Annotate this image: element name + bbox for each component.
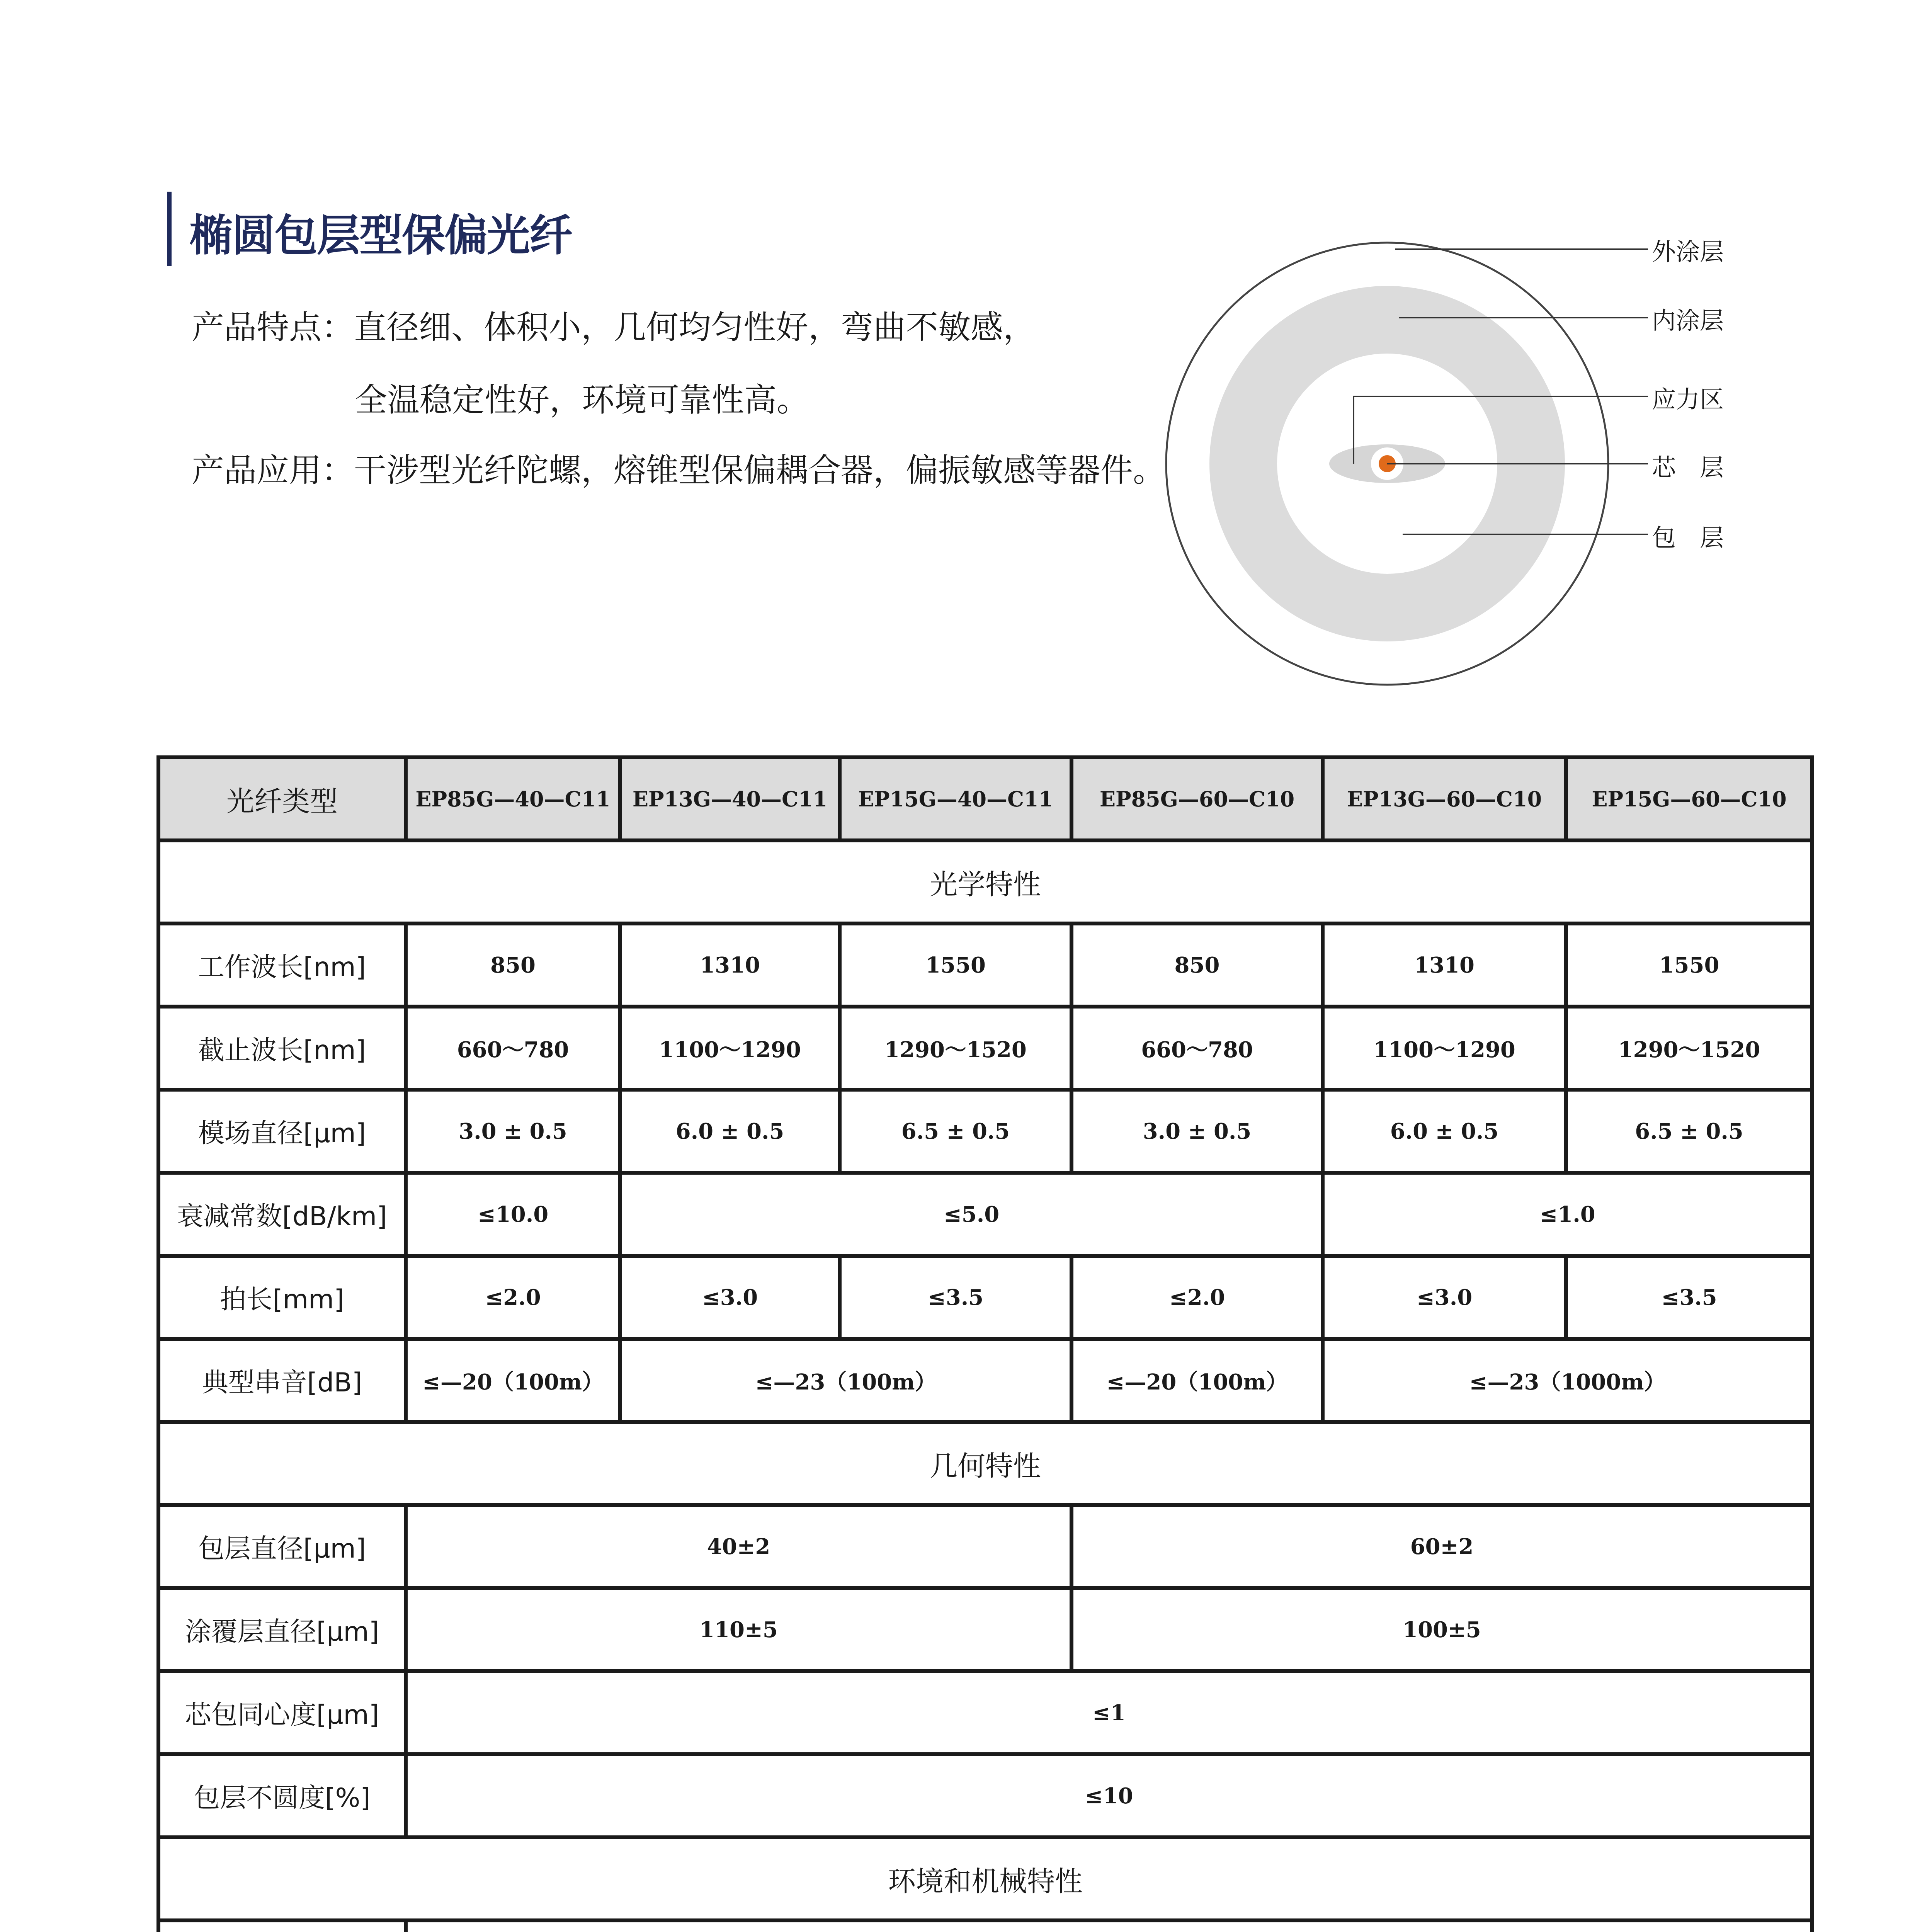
header-model: EP15G—40—C11: [840, 757, 1071, 840]
cell-value: ≤10: [406, 1754, 1812, 1837]
fiber-cross-section-svg: [1140, 216, 1893, 719]
cell-value: ≤—20（100m）: [1071, 1339, 1323, 1422]
row-temperature: [158, 1920, 1812, 1932]
page-title: 椭圆包层型保偏光纤: [189, 211, 572, 261]
cell-value: ≤3.0: [620, 1256, 840, 1339]
section-environment: 环境和机械特性: [158, 1837, 1812, 1920]
cell-value: ≤3.5: [840, 1256, 1071, 1339]
cell-value: 1290～1520: [840, 1007, 1071, 1090]
cell-value: ≤1.0: [1323, 1173, 1812, 1256]
row-label: 涂覆层直径[μm]: [158, 1588, 406, 1671]
cell-value: 1550: [840, 923, 1071, 1007]
cell-value: 850: [406, 923, 620, 1007]
cell-value: 110±5: [406, 1588, 1071, 1671]
row-attenuation: [158, 1173, 1812, 1256]
cell-value: ≤2.0: [406, 1256, 620, 1339]
cell-value: [406, 1920, 1812, 1932]
product-features-line2: 全温稳定性好，环境可靠性高。: [355, 381, 810, 419]
header-model: EP13G—60—C10: [1323, 757, 1566, 840]
row-label: [158, 1920, 406, 1932]
cell-value: ≤—20（100m）: [406, 1339, 620, 1422]
label-core: 芯 层: [1652, 453, 1724, 481]
row-label: 模场直径[μm]: [158, 1090, 406, 1173]
cell-value: 60±2: [1071, 1505, 1812, 1588]
row-label: 芯包同心度[μm]: [158, 1671, 406, 1754]
cell-value: ≤3.5: [1566, 1256, 1812, 1339]
row-label: 包层不圆度[%]: [158, 1754, 406, 1837]
cell-value: ≤2.0: [1071, 1256, 1323, 1339]
cell-value: ≤—23（100m）: [620, 1339, 1071, 1422]
cell-value: ≤5.0: [620, 1173, 1323, 1256]
row-concentricity: [158, 1671, 1812, 1754]
cell-value: 6.0 ± 0.5: [1323, 1090, 1566, 1173]
row-wavelength: [158, 923, 1812, 1007]
header-model: EP13G—40—C11: [620, 757, 840, 840]
cell-value: 6.0 ± 0.5: [620, 1090, 840, 1173]
cell-value: 40±2: [406, 1505, 1071, 1588]
row-crosstalk: [158, 1339, 1812, 1422]
row-label: 包层直径[μm]: [158, 1505, 406, 1588]
cell-value: 3.0 ± 0.5: [1071, 1090, 1323, 1173]
cell-value: 1550: [1566, 923, 1812, 1007]
section-optical: 光学特性: [158, 840, 1812, 923]
cell-value: 6.5 ± 0.5: [840, 1090, 1071, 1173]
fiber-cross-section-diagram: [1140, 216, 1893, 719]
product-applications: 产品应用：干涉型光纤陀螺，熔锥型保偏耦合器，偏振敏感等器件。: [192, 451, 1166, 489]
cell-value: 3.0 ± 0.5: [406, 1090, 620, 1173]
row-label: 典型串音[dB]: [158, 1339, 406, 1422]
row-non-circularity: [158, 1754, 1812, 1837]
cell-value: 1310: [620, 923, 840, 1007]
cell-value: 100±5: [1071, 1588, 1812, 1671]
row-cladding-diameter: [158, 1505, 1812, 1588]
header-model: EP85G—60—C10: [1071, 757, 1323, 840]
cell-value: 1100～1290: [1323, 1007, 1566, 1090]
cell-value: 850: [1071, 923, 1323, 1007]
cell-value: ≤1: [406, 1671, 1812, 1754]
header-model: EP15G—60—C10: [1566, 757, 1812, 840]
row-label: 拍长[mm]: [158, 1256, 406, 1339]
cell-value: 1310: [1323, 923, 1566, 1007]
row-beat-length: [158, 1256, 1812, 1339]
title-accent-bar: [167, 192, 172, 266]
cell-value: 1100～1290: [620, 1007, 840, 1090]
label-stress-zone: 应力区: [1652, 385, 1724, 413]
row-mode-field-diameter: [158, 1090, 1812, 1173]
header-model: EP85G—40—C11: [406, 757, 620, 840]
header-fiber-type: 光纤类型: [158, 757, 406, 840]
row-cutoff: [158, 1007, 1812, 1090]
label-outer-coating: 外涂层: [1652, 238, 1724, 266]
cell-value: 1290～1520: [1566, 1007, 1812, 1090]
label-inner-coating: 内涂层: [1652, 306, 1724, 335]
section-geometry: 几何特性: [158, 1422, 1812, 1505]
cell-value: ≤10.0: [406, 1173, 620, 1256]
spec-table: [156, 755, 1814, 1932]
cell-value: ≤—23（1000m）: [1323, 1339, 1812, 1422]
label-cladding: 包 层: [1652, 524, 1724, 552]
row-label: 衰减常数[dB/km]: [158, 1173, 406, 1256]
row-label: 截止波长[nm]: [158, 1007, 406, 1090]
cell-value: 660～780: [406, 1007, 620, 1090]
cell-value: 660～780: [1071, 1007, 1323, 1090]
cell-value: ≤3.0: [1323, 1256, 1566, 1339]
product-features-line1: 产品特点：直径细、体积小，几何均匀性好，弯曲不敏感，: [192, 308, 1036, 346]
cell-value: 6.5 ± 0.5: [1566, 1090, 1812, 1173]
row-label: 工作波长[nm]: [158, 923, 406, 1007]
row-coating-diameter: [158, 1588, 1812, 1671]
